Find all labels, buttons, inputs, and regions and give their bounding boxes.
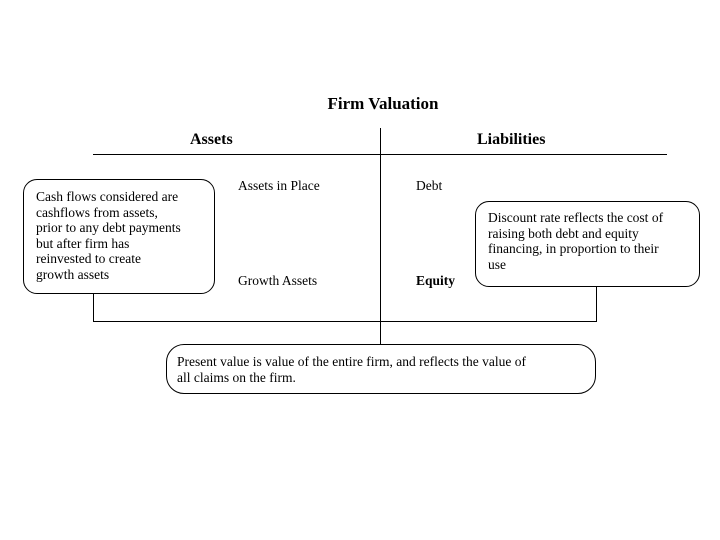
discount-rate-callout bbox=[475, 201, 700, 287]
cash-flow-callout bbox=[23, 179, 215, 294]
callout-line: prior to any debt payments bbox=[36, 220, 181, 235]
present-value-callout bbox=[166, 344, 596, 394]
callout-line: financing, in proportion to their bbox=[488, 241, 659, 256]
callout-line: Discount rate reflects the cost of bbox=[488, 210, 664, 225]
callout-line: but after firm has bbox=[36, 235, 130, 251]
callout-line: use bbox=[488, 256, 506, 272]
cash-flow-connector bbox=[93, 294, 94, 322]
assets-in-place-label: Assets in Place bbox=[238, 178, 320, 193]
balance-sheet-divider bbox=[380, 128, 381, 344]
callout-line: reinvested to create bbox=[36, 251, 141, 266]
callout-line: growth assets bbox=[36, 266, 110, 282]
equity-label: Equity bbox=[416, 273, 456, 288]
callout-line: Cash flows considered are bbox=[36, 189, 179, 204]
bottom-connector-line bbox=[93, 321, 597, 322]
callout-line: all claims on the firm. bbox=[177, 369, 296, 385]
callout-line: cashflows from assets, bbox=[36, 204, 158, 220]
discount-rate-connector bbox=[596, 287, 597, 322]
growth-assets-label: Growth Assets bbox=[238, 273, 318, 288]
debt-label: Debt bbox=[416, 178, 443, 193]
assets-header: Assets bbox=[190, 131, 233, 148]
diagram-title: Firm Valuation bbox=[327, 94, 439, 113]
callout-line: raising both debt and equity bbox=[488, 225, 639, 241]
callout-line: Present value is value of the entire firm, and reflects the value of bbox=[177, 354, 526, 369]
liabilities-header: Liabilities bbox=[477, 131, 546, 148]
